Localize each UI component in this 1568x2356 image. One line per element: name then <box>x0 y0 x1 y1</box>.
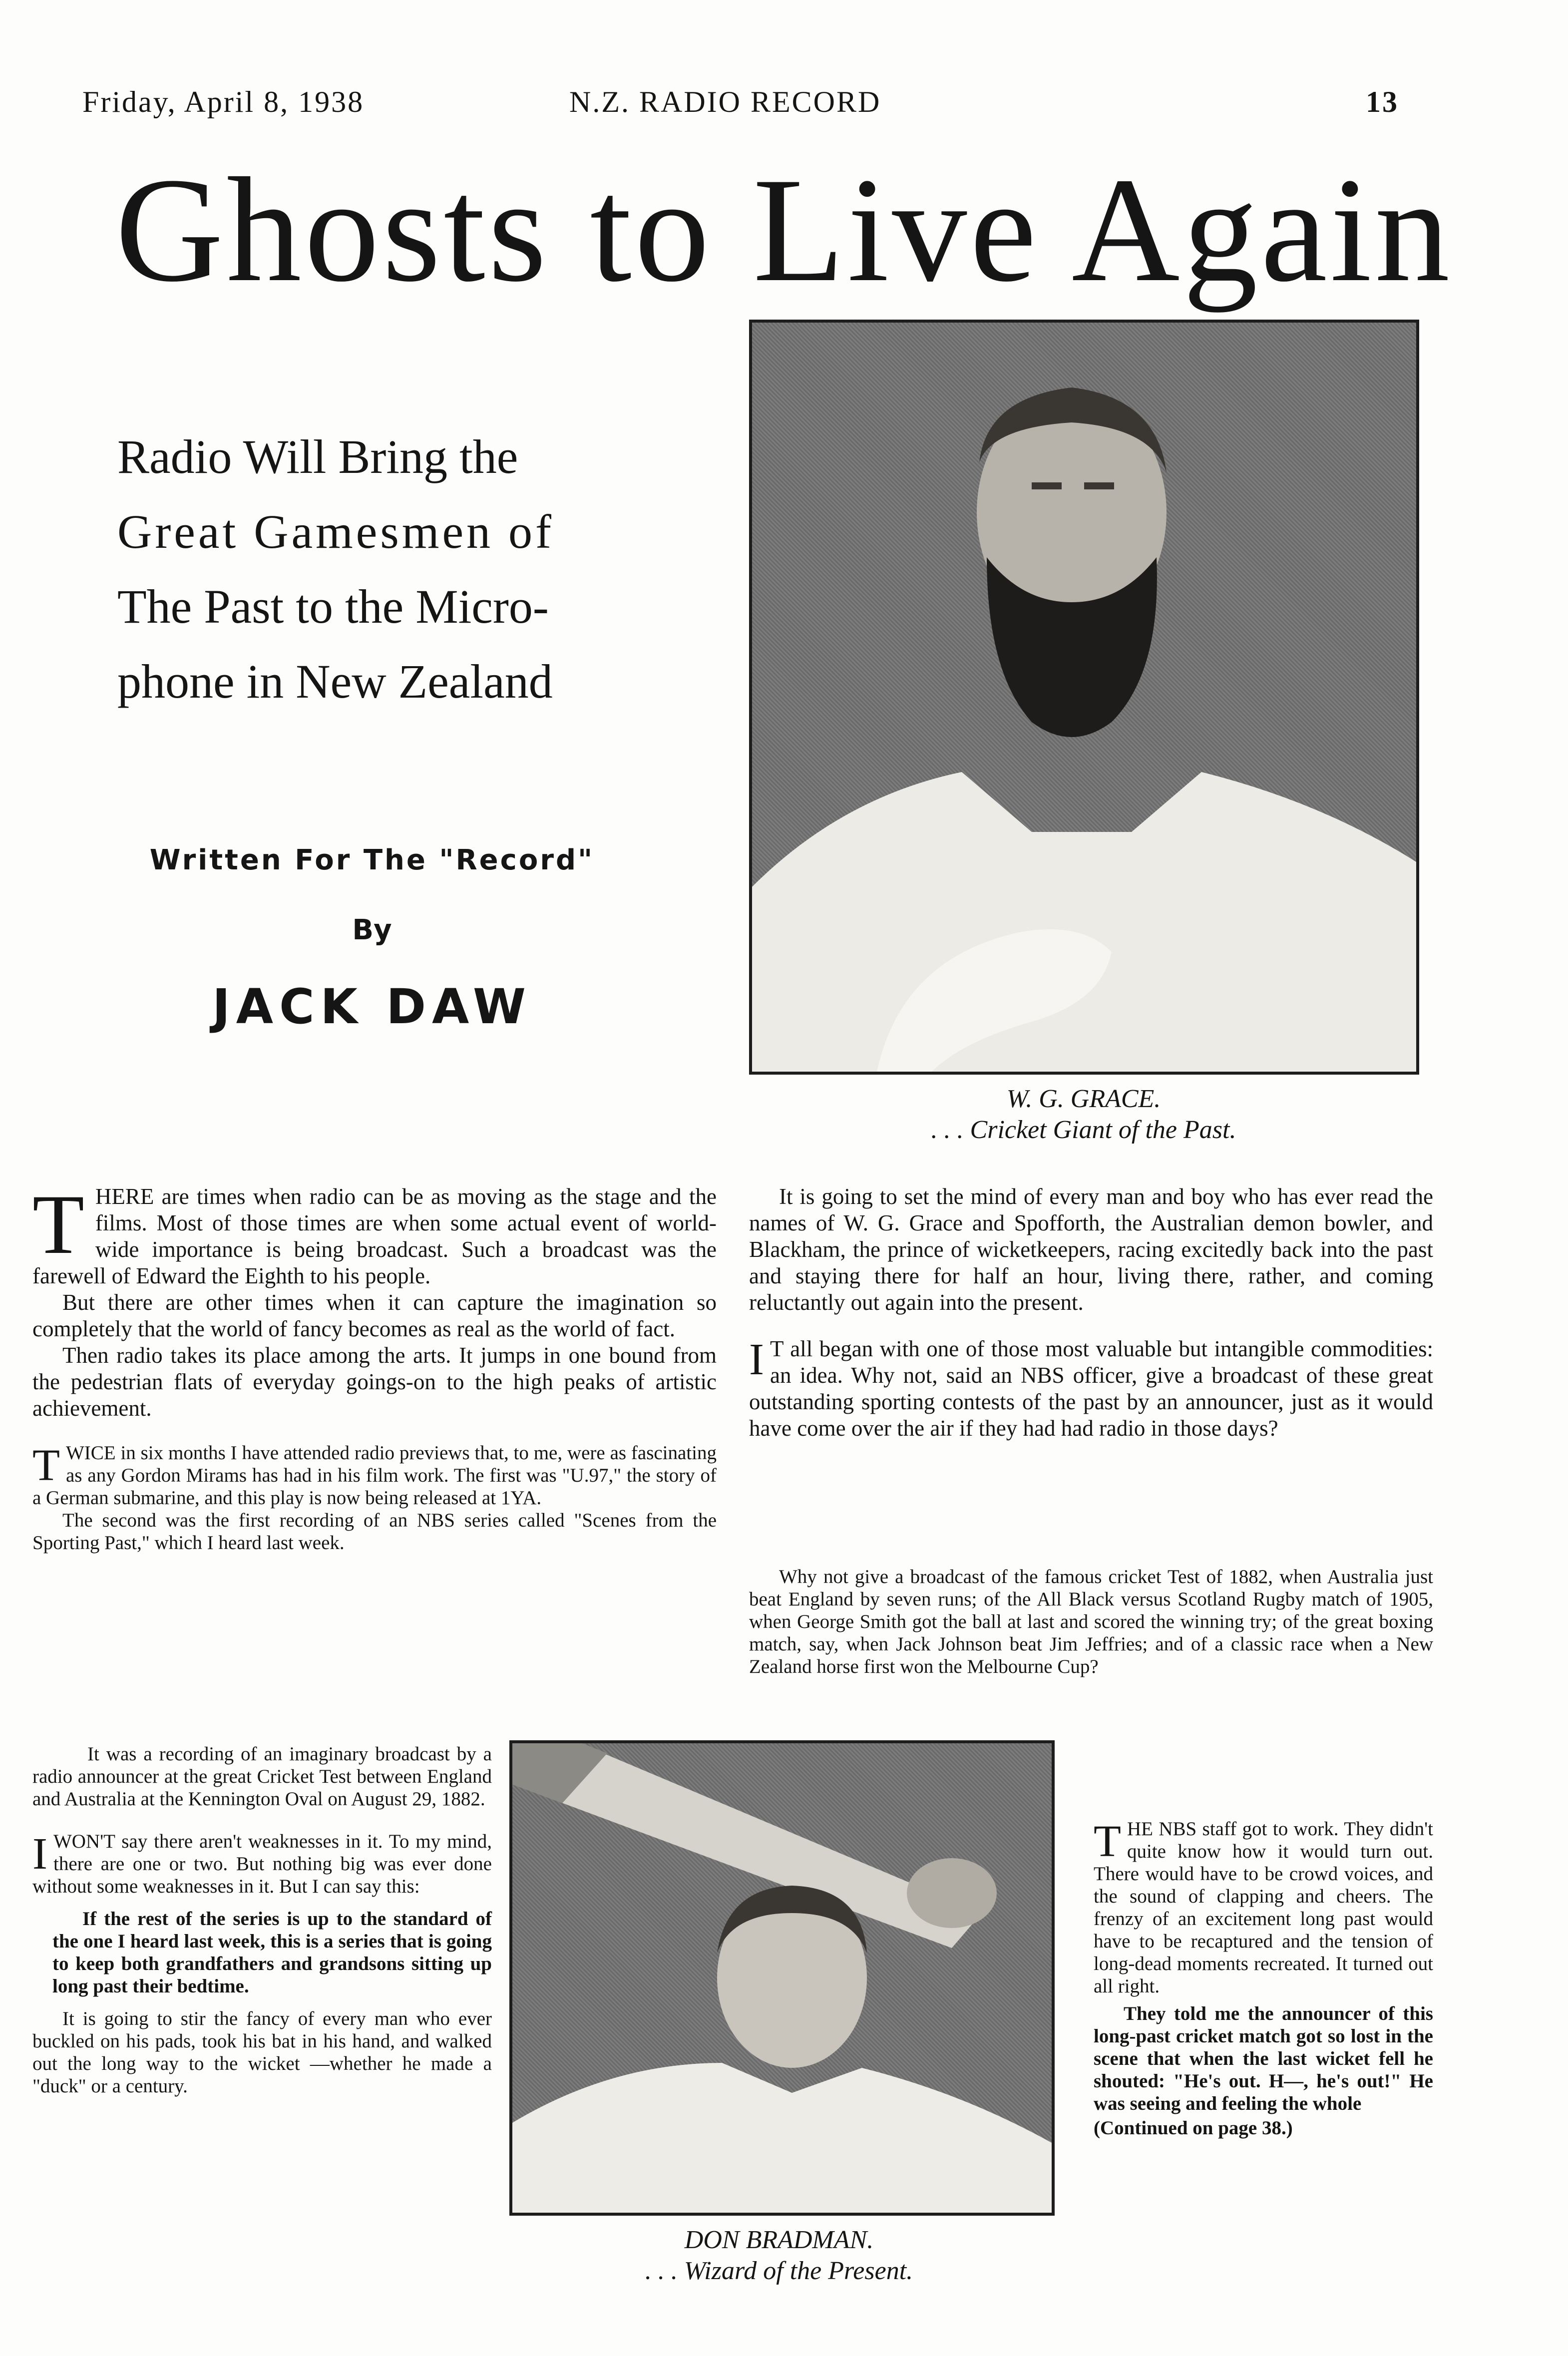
issue-date: Friday, April 8, 1938 <box>82 85 365 118</box>
paragraph: T all began with one of those most valuable but intangible commodities: an idea. Why not, said an NBS officer, give a broadcast of these great outstanding sporting contests of the past by an announcer, just as it would have come over the air if they had had radio in those days? <box>749 1336 1433 1441</box>
subtitle-line: Radio Will Bring the <box>117 430 518 483</box>
drop-cap: I <box>32 1829 47 1879</box>
don-bradman-caption-name: DON BRADMAN. <box>684 2226 874 2254</box>
publication-name: N.Z. RADIO RECORD <box>569 85 881 118</box>
paragraph: WICE in six months I have attended radio previews that, to me, were as fascinating as any Gordon Mirams has had in his film work. The first was "U.97," the story of a German submarine, and this play is now being released at 1YA. <box>32 1442 717 1509</box>
author-name: JACK DAW <box>212 979 532 1035</box>
drop-cap: T <box>1094 1817 1121 1866</box>
paragraph: They told me the announcer of this long-past cricket match got so lost in the scene that when the last wicket fell he shouted: "He's out. H—, he's out!" He was seeing and feeling the whole <box>1094 2003 1433 2114</box>
wg-grace-portrait <box>752 323 1416 1072</box>
paragraph: It is going to set the mind of every man and boy who has ever read the names of W. G. Grace and Spofforth, the Australian demon bowler, and Blackham, the prince of wicketkeepers, racing excitedly back into the past and staying there for half an hour, living there, rather, and coming reluctantly out again into the present. <box>749 1184 1433 1315</box>
don-bradman-caption-desc: . . . Wizard of the Present. <box>645 2257 913 2285</box>
paragraph: It is going to stir the fancy of every man who ever buckled on his pads, took his bat in his hand, and walked out the long way to the wicket —whether he made a "duck" or a century. <box>32 2008 492 2097</box>
paragraph: But there are other times when it can capture the imagination so completely that the world of fancy becomes as real as the world of fact. <box>32 1290 717 1341</box>
paragraph: The second was the first recording of an NBS series called "Scenes from the Sporting Past," which I heard last week. <box>32 1510 717 1554</box>
paragraph: If the rest of the series is up to the standard of the one I heard last week, this is a series that is going to keep both grandfathers and grandsons sitting up long past their bedtime. <box>52 1908 492 1997</box>
don-bradman-photo <box>509 1740 1055 2216</box>
wg-grace-photo <box>749 320 1419 1075</box>
left-column-top <box>32 1178 717 1554</box>
subtitle-line: phone in New Zealand <box>117 655 553 708</box>
paragraph: WON'T say there aren't weaknesses in it. To my mind, there are one or two. But nothing big was ever done without some weaknesses in it. But I can say this: <box>32 1831 492 1897</box>
wg-grace-caption-name: W. G. GRACE. <box>1006 1085 1161 1113</box>
article-title: Ghosts to Live Again <box>115 147 1453 313</box>
right-column-middle <box>749 1566 1433 1678</box>
don-bradman-portrait <box>512 1743 1052 2213</box>
drop-cap: T <box>32 1441 60 1490</box>
paragraph: HERE are times when radio can be as moving as the stage and the films. Most of those times are when some actual event of world-wide importance is being broadcast. Such a broadcast was the farewell of Edward the Eighth to his people. <box>32 1184 717 1288</box>
article-subtitle <box>117 419 637 719</box>
drop-cap: T <box>32 1178 84 1271</box>
byline-by: By <box>352 914 392 946</box>
right-column-top <box>749 1183 1433 1442</box>
left-column-narrow <box>32 1743 492 2097</box>
paragraph: Then radio takes its place among the arts. It jumps in one bound from the pedestrian flats of everyday goings-on to the high peaks of artistic achievement. <box>32 1343 717 1421</box>
wg-grace-caption-desc: . . . Cricket Giant of the Past. <box>931 1116 1236 1144</box>
right-column-narrow <box>1094 1818 1433 2139</box>
paragraph: HE NBS staff got to work. They didn't quite know how it would turn out. There would have to be crowd voices, and the sound of clapping and cheers. The frenzy of an excitement long past would have to be recaptured and the tension of long-dead moments recreated. It turned out all right. <box>1094 1818 1433 1997</box>
written-for: Written For The "Record" <box>149 844 595 876</box>
page-number: 13 <box>1366 85 1399 118</box>
continued-note: (Continued on page 38.) <box>1094 2117 1293 2139</box>
drop-cap: I <box>749 1335 764 1384</box>
paragraph: Why not give a broadcast of the famous cricket Test of 1882, when Australia just beat England by seven runs; of the All Black versus Scotland Rugby match of 1905, when George Smith got the ball at last and scored the winning try; of the great boxing match, say, when Jack Johnson beat Jim Jeffries; and of a classic race when a New Zealand horse first won the Melbourne Cup? <box>749 1566 1433 1677</box>
paragraph: It was a recording of an imaginary broadcast by a radio announcer at the great Cricket Test between England and Australia at the Kennington Oval on August 29, 1882. <box>32 1743 492 1810</box>
subtitle-line: Great Gamesmen of <box>117 505 555 558</box>
subtitle-line: The Past to the Micro- <box>117 580 549 633</box>
